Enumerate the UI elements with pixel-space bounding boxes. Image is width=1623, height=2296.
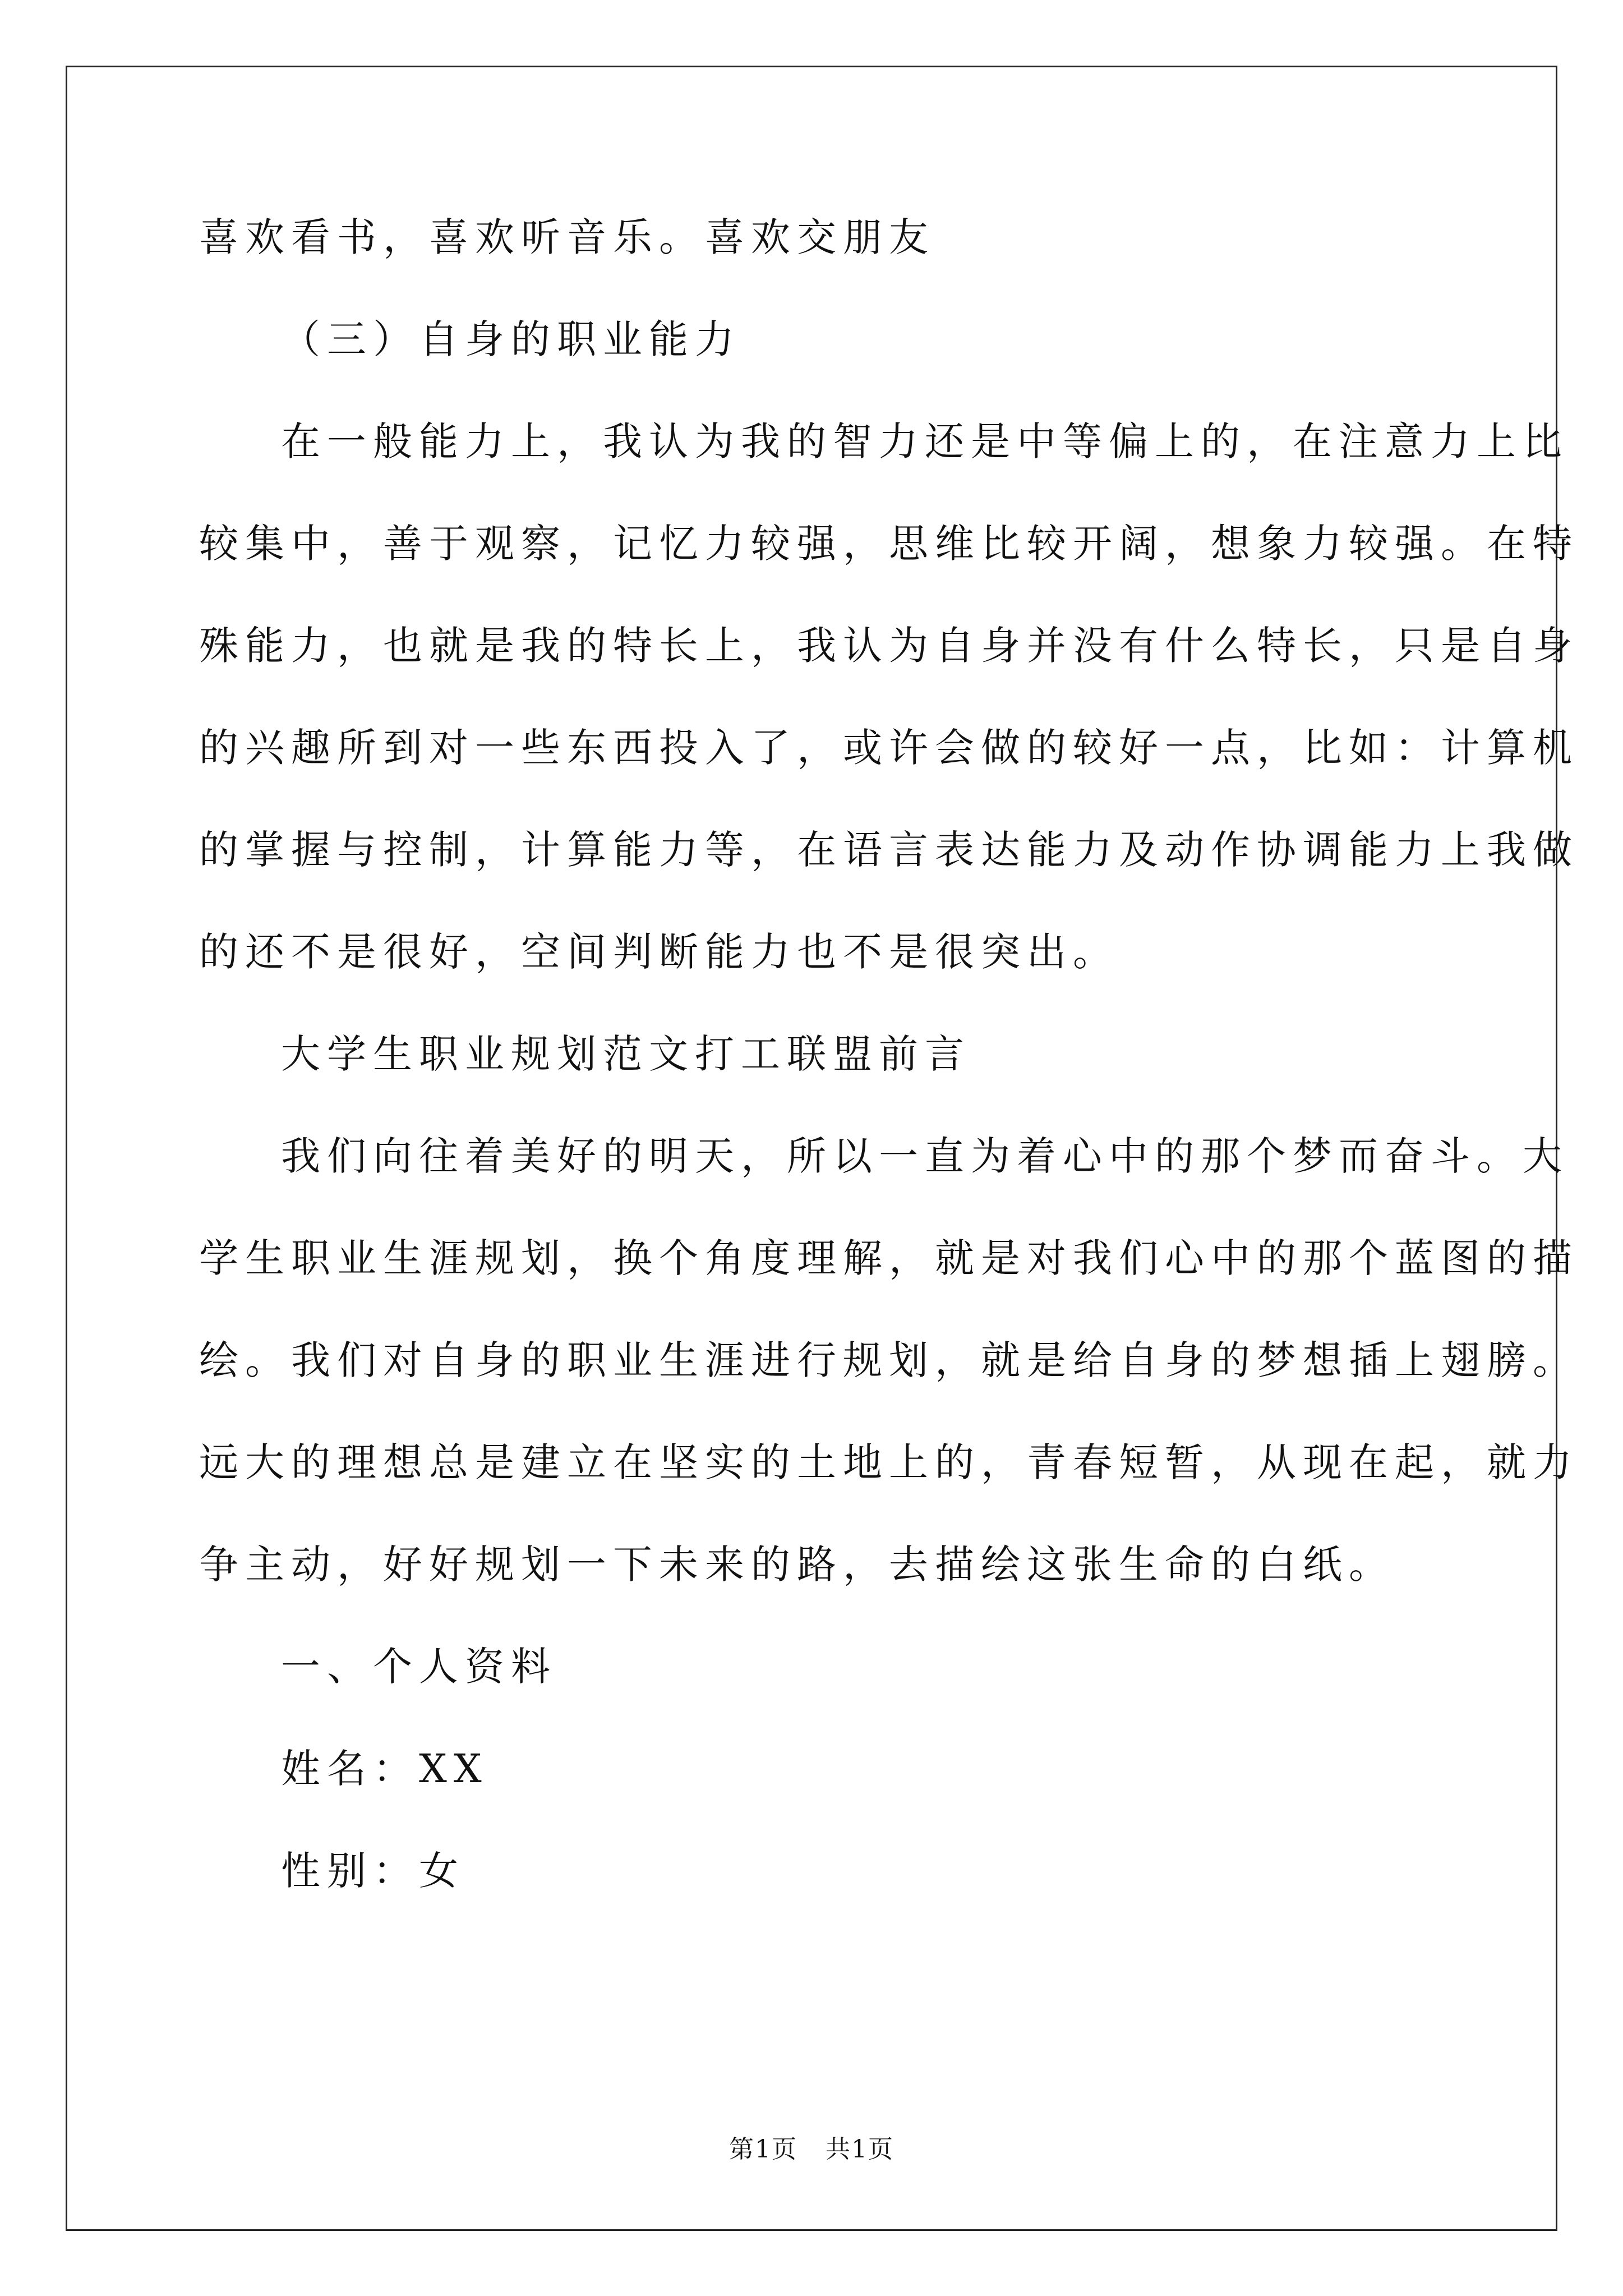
paragraph-line: 在一般能力上，我认为我的智力还是中等偏上的，在注意力上比: [281, 418, 1569, 464]
paragraph-line: 我们向往着美好的明天，所以一直为着心中的那个梦而奋斗。大: [281, 1133, 1569, 1179]
paragraph-line: 远大的理想总是建立在坚实的土地上的，青春短暂，从现在起，就力: [199, 1439, 1579, 1485]
text-line: 喜欢看书，喜欢听音乐。喜欢交朋友: [199, 214, 935, 260]
info-line: 性别：女: [281, 1848, 465, 1894]
info-line: 姓名：XX: [281, 1746, 488, 1792]
paragraph-line: 的兴趣所到对一些东西投入了，或许会做的较好一点，比如：计算机: [199, 725, 1579, 771]
page-footer: [0, 2137, 1623, 2162]
paragraph-line: 的掌握与控制，计算能力等，在语言表达能力及动作协调能力上我做: [199, 827, 1579, 873]
paragraph-line: 殊能力，也就是我的特长上，我认为自身并没有什么特长，只是自身: [199, 623, 1579, 669]
paragraph-line: 较集中，善于观察，记忆力较强，思维比较开阔，想象力较强。在特: [199, 521, 1579, 567]
paragraph-line: 绘。我们对自身的职业生涯进行规划，就是给自身的梦想插上翅膀。: [199, 1337, 1579, 1383]
page-total: 共1页: [826, 2135, 894, 2164]
article-title: 大学生职业规划范文打工联盟前言: [281, 1031, 971, 1077]
page-number: 第1页: [729, 2135, 797, 2164]
paragraph-line: 的还不是很好，空间判断能力也不是很突出。: [199, 929, 1119, 975]
section-heading: （三）自身的职业能力: [281, 316, 741, 362]
paragraph-line: 争主动，好好规划一下未来的路，去描绘这张生命的白纸。: [199, 1542, 1395, 1588]
paragraph-line: 学生职业生涯规划，换个角度理解，就是对我们心中的那个蓝图的描: [199, 1235, 1579, 1281]
section-heading: 一、个人资料: [281, 1644, 557, 1690]
